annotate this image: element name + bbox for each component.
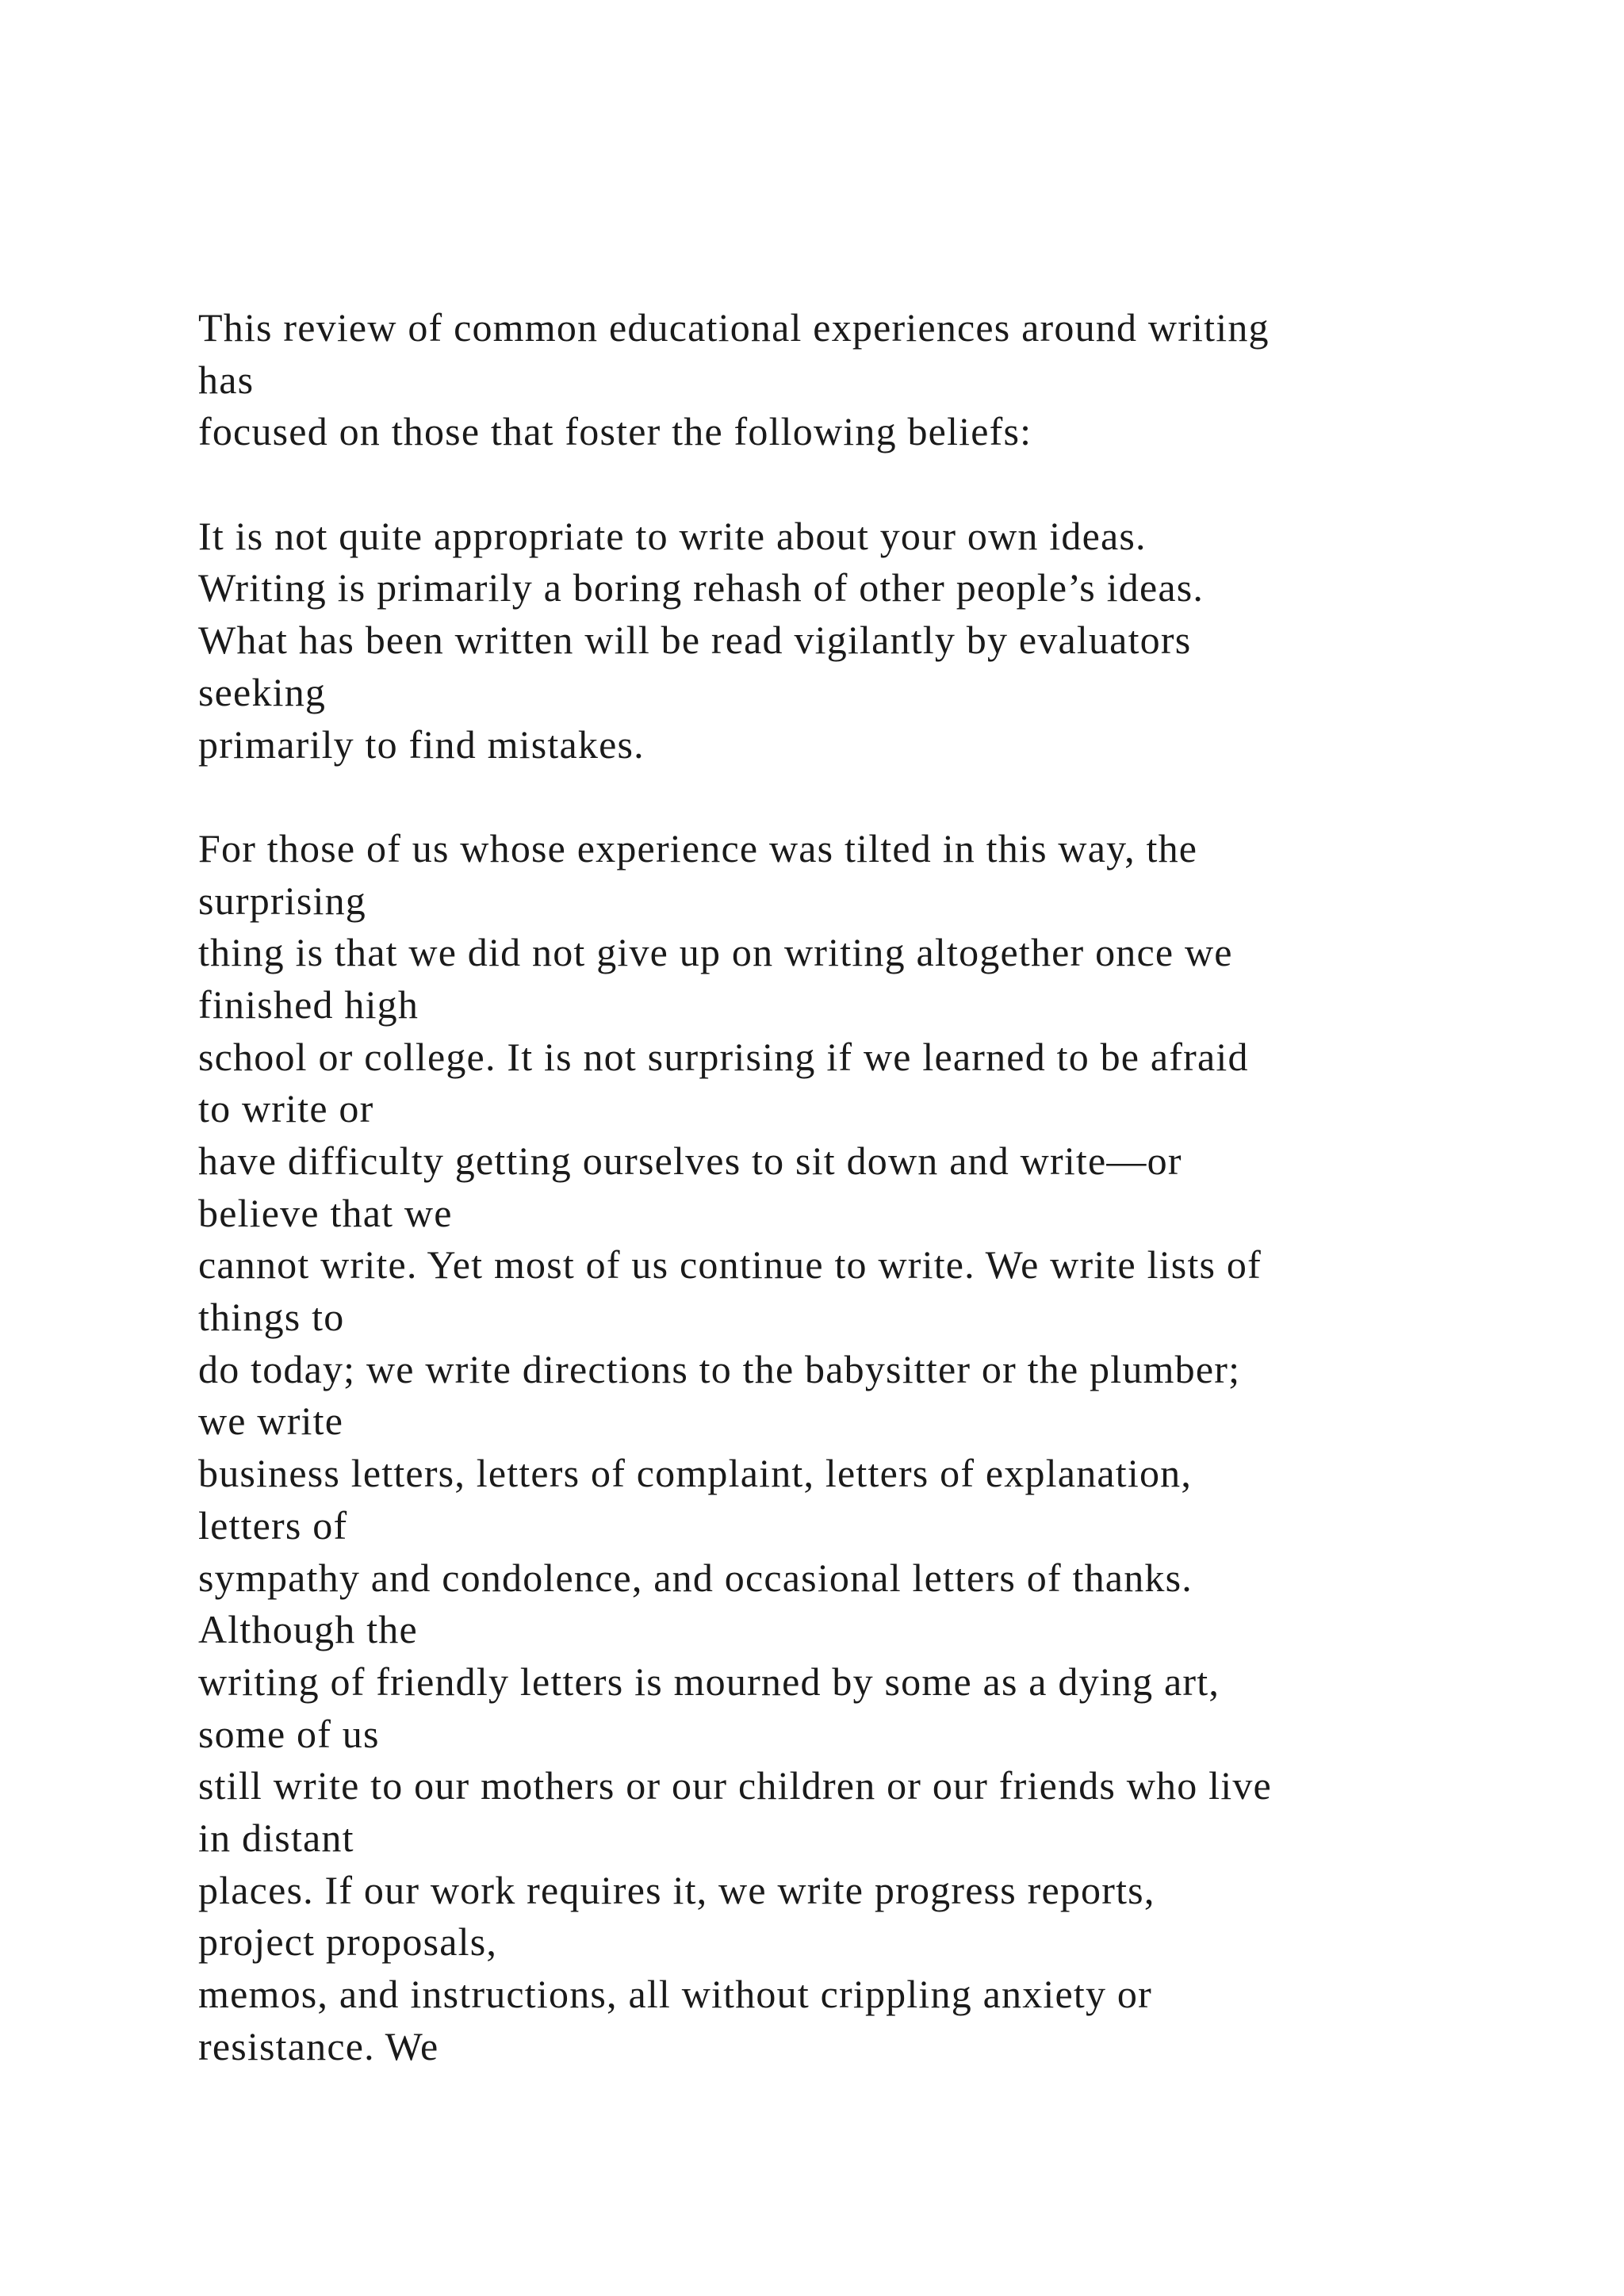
text-line: we write [198, 1399, 344, 1444]
text-line: For those of us whose experience was tilted in this way, the [198, 825, 1198, 871]
text-line: letters of [198, 1502, 348, 1548]
text-line: It is not quite appropriate to write about your own ideas. [198, 513, 1147, 558]
text-line: some of us [198, 1711, 380, 1756]
text-line: things to [198, 1295, 345, 1340]
blank-line [198, 771, 1594, 823]
text-line: writing of friendly letters is mourned by some as a dying art, [198, 1659, 1220, 1704]
text-line: seeking [198, 669, 327, 714]
text-line: in distant [198, 1815, 354, 1860]
text-line: has [198, 357, 255, 402]
text-line: What has been written will be read vigilantly by evaluators [198, 618, 1192, 663]
text-line: Although the [198, 1607, 418, 1652]
text-line: This review of common educational experiences around writing [198, 305, 1270, 350]
text-line: cannot write. Yet most of us continue to write. We write lists of [198, 1242, 1262, 1288]
text-line: primarily to find mistakes. [198, 721, 645, 767]
text-line: resistance. We [198, 2023, 439, 2068]
text-line: business letters, letters of complaint, letters of explanation, [198, 1451, 1193, 1496]
text-line: memos, and instructions, all without crippling anxiety or [198, 1972, 1152, 2016]
text-line: thing is that we did not give up on writing altogether once we [198, 930, 1233, 975]
text-line: sympathy and condolence, and occasional letters of thanks. [198, 1555, 1193, 1600]
text-line: do today; we write directions to the babysitter or the plumber; [198, 1346, 1241, 1391]
text-line: still write to our mothers or our children or our friends who live [198, 1763, 1272, 1808]
text-line: places. If our work requires it, we write progress reports, [198, 1867, 1155, 1912]
text-line: believe that we [198, 1190, 453, 1235]
body-text [198, 302, 1594, 2072]
text-line: focused on those that foster the following beliefs: [198, 409, 1032, 454]
blank-line [198, 458, 1594, 511]
text-line: to write or [198, 1086, 374, 1131]
text-line: finished high [198, 982, 419, 1027]
text-line: Writing is primarily a boring rehash of other people’s ideas. [198, 565, 1205, 610]
text-line: school or college. It is not surprising if we learned to be afraid [198, 1034, 1249, 1079]
text-line: have difficulty getting ourselves to sit down and write—or [198, 1138, 1182, 1183]
text-line: project proposals, [198, 1919, 498, 1965]
text-line: surprising [198, 878, 366, 923]
